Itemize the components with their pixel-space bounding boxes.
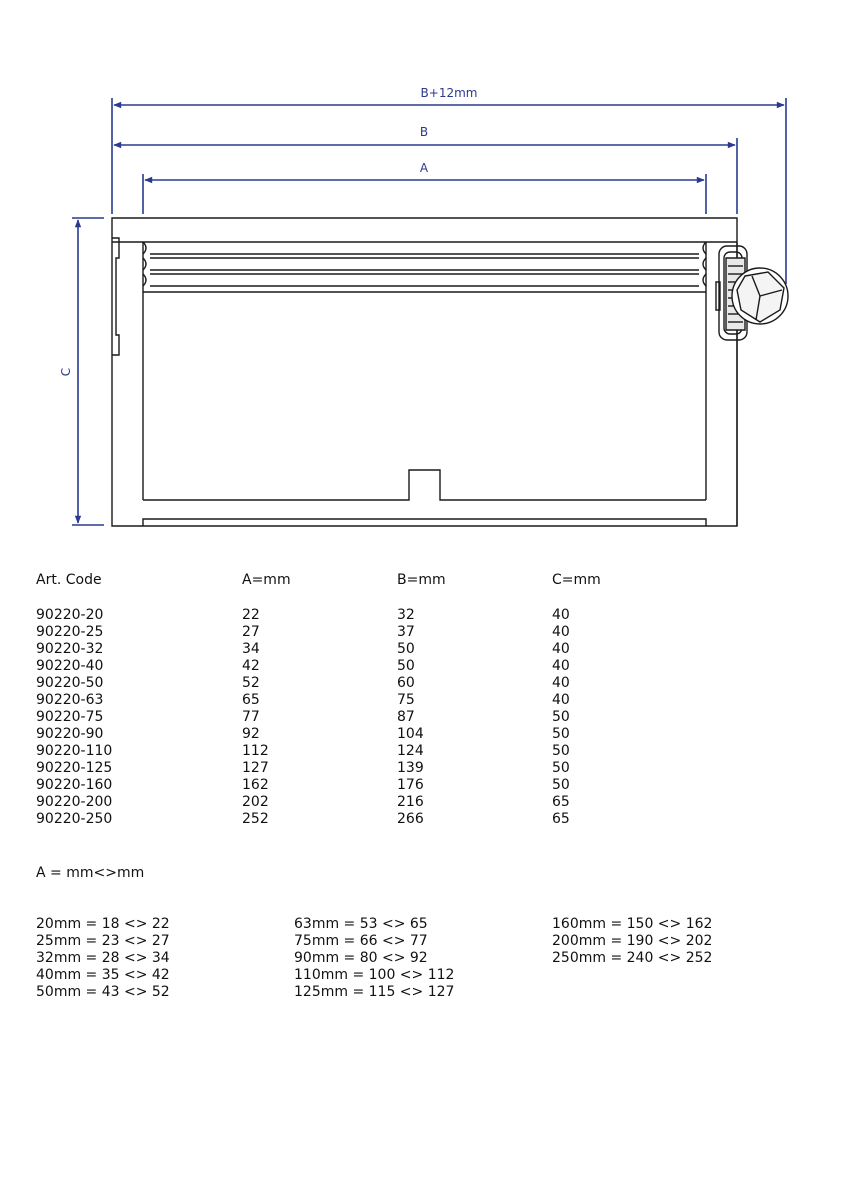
table-row — [36, 709, 736, 726]
dimension-label-a: A — [419, 161, 429, 175]
table-cell: 32 — [397, 607, 415, 623]
dimension-label-c: C — [59, 367, 73, 377]
range-column-1 — [36, 916, 170, 1001]
table-row — [36, 607, 736, 624]
table-row — [36, 692, 736, 709]
table-cell: 50 — [552, 760, 570, 776]
clamp-screw — [716, 246, 788, 340]
dimension-a — [143, 174, 706, 214]
table-header-row — [36, 572, 736, 589]
range-line: 250mm = 240 <> 252 — [552, 950, 713, 966]
range-line: 32mm = 28 <> 34 — [36, 950, 170, 966]
dimension-label-b: B — [419, 125, 429, 139]
table-cell: 252 — [242, 811, 269, 827]
table-cell: 40 — [552, 641, 570, 657]
range-line: 90mm = 80 <> 92 — [294, 950, 428, 966]
table-cell: 90220-250 — [36, 811, 113, 827]
table-cell: 162 — [242, 777, 269, 793]
table-cell: 127 — [242, 760, 269, 776]
range-title: A = mm<>mm — [36, 865, 145, 881]
header-b: B=mm — [397, 572, 446, 588]
range-line: 25mm = 23 <> 27 — [36, 933, 170, 949]
table-cell: 90220-90 — [36, 726, 104, 742]
table-cell: 50 — [552, 777, 570, 793]
range-line: 63mm = 53 <> 65 — [294, 916, 428, 932]
range-line: 125mm = 115 <> 127 — [294, 984, 455, 1000]
table-row — [36, 658, 736, 675]
table-cell: 90220-50 — [36, 675, 104, 691]
table-cell: 50 — [397, 641, 415, 657]
range-line: 110mm = 100 <> 112 — [294, 967, 455, 983]
table-body — [36, 607, 736, 828]
header-c: C=mm — [552, 572, 601, 588]
table-cell: 112 — [242, 743, 269, 759]
range-line: 200mm = 190 <> 202 — [552, 933, 713, 949]
table-cell: 22 — [242, 607, 260, 623]
table-cell: 90220-125 — [36, 760, 113, 776]
table-cell: 27 — [242, 624, 260, 640]
range-line: 50mm = 43 <> 52 — [36, 984, 170, 1000]
table-cell: 40 — [552, 658, 570, 674]
table-row — [36, 811, 736, 828]
table-row — [36, 743, 736, 760]
table-cell: 75 — [397, 692, 415, 708]
table-cell: 40 — [552, 675, 570, 691]
range-line: 160mm = 150 <> 162 — [552, 916, 713, 932]
table-cell: 40 — [552, 692, 570, 708]
table-cell: 50 — [552, 743, 570, 759]
table-cell: 90220-40 — [36, 658, 104, 674]
table-row — [36, 624, 736, 641]
table-cell: 104 — [397, 726, 424, 742]
table-cell: 90220-110 — [36, 743, 113, 759]
table-cell: 77 — [242, 709, 260, 725]
table-cell: 202 — [242, 794, 269, 810]
dimension-b-plus-12 — [112, 98, 786, 284]
table-cell: 34 — [242, 641, 260, 657]
table-cell: 65 — [242, 692, 260, 708]
table-cell: 37 — [397, 624, 415, 640]
table-cell: 40 — [552, 607, 570, 623]
dimension-table — [36, 572, 736, 828]
table-cell: 139 — [397, 760, 424, 776]
table-row — [36, 760, 736, 777]
table-cell: 60 — [397, 675, 415, 691]
table-cell: 50 — [552, 726, 570, 742]
table-cell: 92 — [242, 726, 260, 742]
table-cell: 216 — [397, 794, 424, 810]
table-cell: 90220-200 — [36, 794, 113, 810]
table-cell: 90220-32 — [36, 641, 104, 657]
table-row — [36, 641, 736, 658]
range-line: 40mm = 35 <> 42 — [36, 967, 170, 983]
table-row — [36, 777, 736, 794]
table-cell: 90220-63 — [36, 692, 104, 708]
table-cell: 266 — [397, 811, 424, 827]
table-cell: 176 — [397, 777, 424, 793]
table-cell: 52 — [242, 675, 260, 691]
table-row — [36, 675, 736, 692]
table-cell: 50 — [397, 658, 415, 674]
part-outline — [112, 218, 737, 526]
header-art-code: Art. Code — [36, 572, 102, 588]
table-cell: 87 — [397, 709, 415, 725]
table-cell: 90220-160 — [36, 777, 113, 793]
table-cell: 90220-20 — [36, 607, 104, 623]
range-column-3 — [552, 916, 712, 967]
dimension-c — [72, 218, 104, 525]
table-cell: 90220-75 — [36, 709, 104, 725]
header-a: A=mm — [242, 572, 291, 588]
table-cell: 40 — [552, 624, 570, 640]
table-cell: 65 — [552, 794, 570, 810]
table-cell: 42 — [242, 658, 260, 674]
range-line: 20mm = 18 <> 22 — [36, 916, 170, 932]
table-cell: 90220-25 — [36, 624, 104, 640]
table-cell: 124 — [397, 743, 424, 759]
dimension-b — [114, 138, 737, 214]
technical-drawing — [0, 0, 846, 560]
range-line: 75mm = 66 <> 77 — [294, 933, 428, 949]
table-cell: 65 — [552, 811, 570, 827]
table-row — [36, 726, 736, 743]
dimension-label-b-plus-12: B+12mm — [420, 86, 478, 100]
table-cell: 50 — [552, 709, 570, 725]
range-column-2 — [294, 916, 454, 1001]
table-row — [36, 794, 736, 811]
